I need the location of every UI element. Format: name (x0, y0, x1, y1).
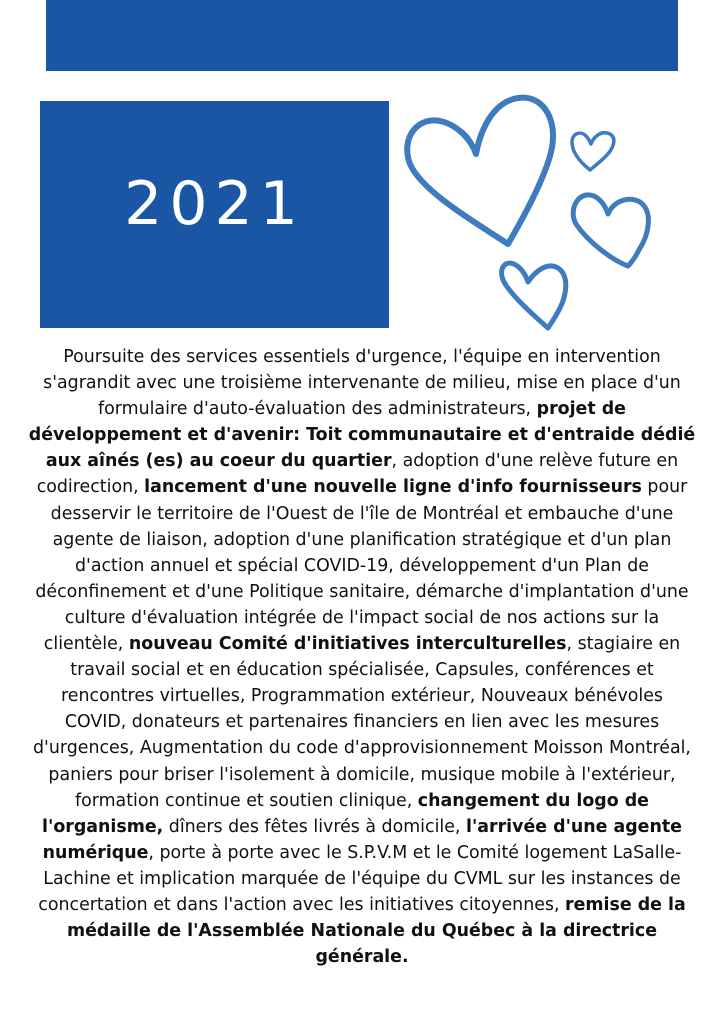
highlight-text: l'arrivée d'une agente numérique (42, 816, 682, 863)
medium-heart-icon (573, 195, 648, 266)
highlight-text: lancement d'une nouvelle ligne d'info fournisseurs (144, 477, 642, 498)
small-heart-icon (572, 133, 614, 170)
body-text-segment: Poursuite des services essentiels d'urgence, l'équipe en intervention s'agrandit avec une troisième intervenante de milieu, mise en place d'un formulaire d'auto-évaluation des administrateurs, (43, 347, 681, 420)
highlight-text: projet de développement et d'avenir: Toit communautaire et d'entraide dédié aux aînés (es) au coeur du quartier (28, 399, 696, 472)
highlight-text: changement du logo de l'organisme, (42, 790, 649, 837)
hearts-icon (400, 92, 670, 337)
year-heading: 2021 (124, 168, 305, 239)
year-box (40, 101, 389, 328)
header-bar (46, 0, 678, 71)
highlight-text: nouveau Comité d'initiatives interculturelles (128, 634, 567, 655)
description-paragraph (28, 344, 696, 970)
body-text-segment: pour desservir le territoire de l'Ouest de l'île de Montréal et embauche d'une agente de liaison, adoption d'une planification stratégique et d'un plan d'action annuel et spécial COVID-19, développement d'un Plan de déconfinement et d'une Politique sanitaire, démarche d'implantation d'une culture d'évaluation intégrée de l'impact social de nos actions sur la clientèle, (35, 477, 689, 655)
body-text-segment: , stagiaire en travail social et en éducation spécialisée, Capsules, conférences et rencontres virtuelles, Programmation extérieur, Nouveaux bénévoles COVID, donateurs et partenaires financiers en lien avec les mesures d'urgences, Augmentation du code d'approvisionnement Moisson Montréal, paniers pour briser l'isolement à domicile, musique mobile à l'extérieur, formation continue et soutien clinique, (33, 634, 691, 811)
body-text-segment: , porte à porte avec le S.P.V.M et le Comité logement LaSalle-Lachine et implication marquée de l'équipe du CVML sur les instances de concertation et dans l'action avec les initiatives citoyennes, (38, 842, 682, 915)
bottom-heart-icon (502, 263, 566, 328)
body-text-segment: dîners des fêtes livrés à domicile, (163, 816, 466, 837)
body-text-segment: , adoption d'une relève future en codirection, (36, 451, 679, 498)
highlight-text: remise de la médaille de l'Assemblée Nationale du Québec à la directrice générale. (66, 894, 686, 968)
large-heart-icon (407, 98, 553, 244)
